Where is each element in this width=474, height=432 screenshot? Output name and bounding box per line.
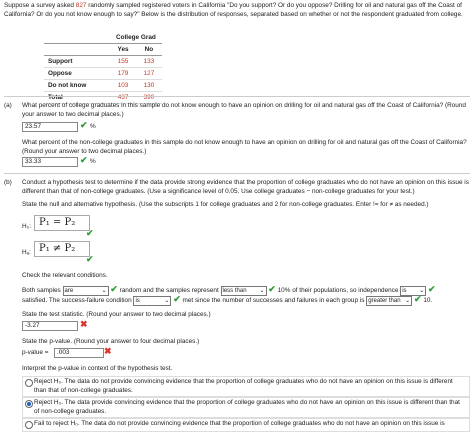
null-hypothesis-input[interactable]: P₁ = P₂ (34, 215, 90, 231)
alternative-hypothesis-input[interactable]: P₁ ≠ P₂ (34, 241, 90, 257)
option-reject-evidence[interactable]: Reject H₀. The data provide convincing evidence that the proportion of college graduates who do not have an opinion on this issue is different than that of non-college graduates. (22, 397, 470, 418)
part-b-question: Conduct a hypothesis test to determine if the data provide strong evidence that the proportion of college graduates who do not have an opinion on this issue is different than that of non-college graduates. (Use a significance level of 0.05. Use college graduates − non-college graduates for your test.) (22, 179, 469, 195)
intro-post: randomly sampled registered voters in California "Do you support? Or do you oppose? Drilling for oil and natural gas off the Coast of California? Or do you not know enough to say?" Below is the distribution of responses, separated based on whether or not the respondent graduated from college. (4, 2, 463, 18)
check-icon: ✔ (110, 284, 118, 294)
samples-random-select[interactable]: are ⌄ (64, 288, 107, 294)
p-value-label: p-value = (22, 349, 49, 356)
intro-text (4, 1, 470, 19)
option-fail-to-reject[interactable]: Fail to reject H₀. The data do not provide convincing evidence that the proportion of college graduates who do not have an opinion on this issue is (22, 418, 470, 432)
check-icon: ✔ (86, 254, 94, 264)
check-icon: ✔ (86, 228, 94, 238)
test-statistic-input[interactable]: -3.27 (22, 321, 78, 331)
p-value-prompt: State the p-value. (Round your answer to four decimal places.) (22, 338, 200, 345)
check-icon: ✔ (80, 155, 88, 165)
col-yes: Yes (110, 44, 136, 56)
check-icon: ✔ (80, 120, 88, 130)
chevron-down-icon: ⌄ (259, 288, 265, 294)
percent-sign: % (90, 123, 96, 130)
part-a-question-1: What percent of college graduates in this sample do not know enough to have an opinion on drilling for oil and natural gas off the Coast of California? (Round your answer to two decimal places.) (22, 102, 466, 118)
conditions-title: Check the relevant conditions. (22, 272, 108, 279)
divider (4, 96, 470, 97)
table-row: Oppose 179 127 (44, 68, 162, 80)
chevron-down-icon: ⌄ (101, 288, 107, 294)
percent-noncollege-input[interactable]: 33.33 (22, 157, 78, 167)
part-b-tag: (b) (4, 179, 12, 186)
cross-icon: ✖ (104, 346, 112, 356)
percent-sign: % (90, 158, 96, 165)
conditions-line-1: Both samples are ⌄ ✔ random and the samples represent less than ⌄ ✔ 10% of their populations, so independence is ⌄ ✔ (22, 284, 436, 294)
count-comparison-select[interactable]: greater than ⌄ (368, 298, 411, 304)
divider (4, 173, 470, 174)
independence-select[interactable]: is ⌄ (402, 288, 425, 294)
table-row: Total 437 390 (44, 92, 162, 104)
check-icon: ✔ (428, 284, 436, 294)
p-value-input[interactable]: .003 (54, 348, 104, 358)
chevron-down-icon: ⌄ (164, 298, 170, 304)
table-row: Do not know 103 130 (44, 80, 162, 92)
chevron-down-icon: ⌄ (419, 288, 425, 294)
radio-option-3[interactable] (25, 421, 33, 429)
part-a-tag: (a) (4, 102, 12, 109)
sample-size: 827 (75, 2, 87, 9)
check-icon: ✔ (413, 294, 422, 304)
hypothesis-prompt: State the null and alternative hypothesis. (Use the subscripts 1 for college graduates and 2 for non-college graduates. Enter != for ≠ as needed.) (22, 201, 429, 208)
option-reject-no-evidence[interactable]: Reject H₀. The data do not provide convincing evidence that the proportion of college graduates who do not have an opinion on this issue is different than that of non-college graduates. (22, 376, 470, 397)
population-fraction-select[interactable]: less than ⌄ (222, 288, 265, 294)
group-header: College Grad (110, 32, 162, 44)
check-icon: ✔ (268, 284, 276, 294)
percent-college-input[interactable]: 23.57 (22, 122, 78, 132)
chevron-down-icon: ⌄ (405, 298, 411, 304)
radio-option-2[interactable] (25, 400, 33, 408)
ha-label: Hₐ: (22, 249, 31, 256)
col-no: No (136, 44, 162, 56)
interpret-prompt: Interpret the p-value in context of the hypothesis test. (22, 365, 173, 372)
test-statistic-prompt: State the test statistic. (Round your answer to two decimal places.) (22, 311, 211, 318)
h0-label: H₀: (22, 223, 32, 230)
intro-pre: Suppose a survey asked (4, 2, 76, 9)
radio-option-1[interactable] (25, 379, 33, 387)
table-row: Support 155 133 (44, 56, 162, 68)
part-a-question-2: What percent of the non-college graduates in this sample do not know enough to have an opinion on drilling for oil and natural gas off the Coast of California? (Round your answer to two decimal places.) (22, 139, 467, 155)
success-failure-select[interactable]: is ⌄ (135, 298, 170, 304)
responses-table (44, 32, 162, 104)
conditions-line-2: satisfied. The success-failure condition is ⌄ ✔ met since the number of successes and failures in each group is greater than ⌄ ✔ 10. (22, 294, 433, 304)
cross-icon: ✖ (80, 319, 88, 329)
check-icon: ✔ (173, 294, 181, 304)
